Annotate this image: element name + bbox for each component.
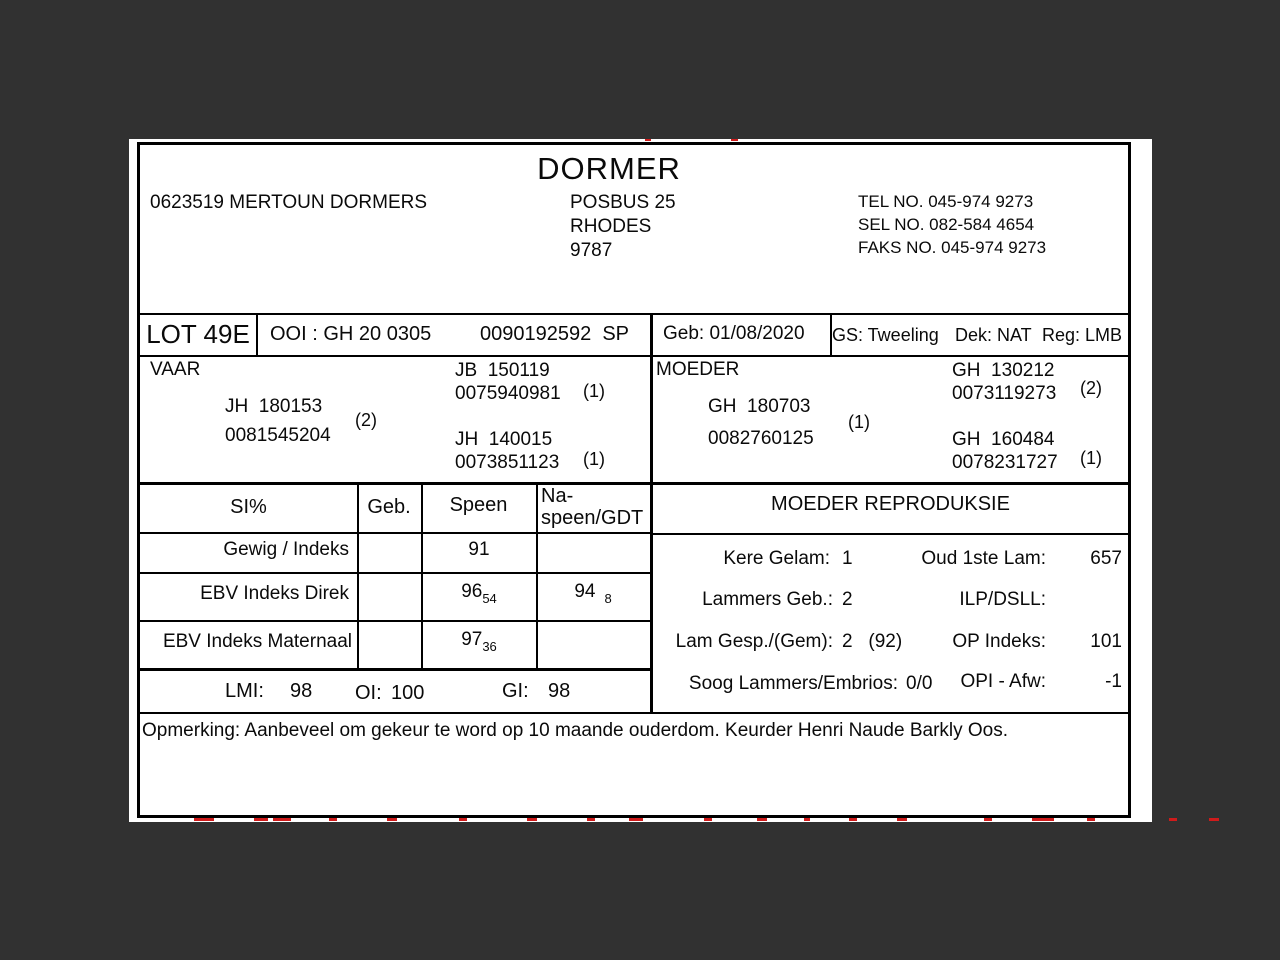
red-text-fragment: [459, 818, 467, 821]
repro-label-soog-lammers: Soog Lammers/Embrios:: [688, 673, 898, 694]
repro-label-opi-afw: OPI - Afw:: [960, 671, 1046, 692]
repro-value-lammers-geb: 2: [842, 589, 853, 610]
phone-tel: TEL NO. 045-974 9273: [858, 192, 1034, 211]
mating-type: Dek: NAT: [955, 325, 1032, 345]
red-text-fragment: [804, 818, 810, 821]
gi-label: GI:: [502, 680, 529, 702]
dam-grandparent1-count: (2): [1080, 378, 1102, 398]
red-text-fragment: [1087, 818, 1095, 821]
accuracy-subscript: 36: [482, 639, 497, 654]
si-header-naspeen: Na-speen/GDT: [541, 485, 644, 530]
si-header-si: SI%: [230, 496, 267, 518]
breeder-line: [150, 193, 427, 214]
red-text-fragment: [587, 818, 595, 821]
repro-value-op-indeks: 101: [1090, 631, 1122, 652]
repro-value-kere-gelam: 1: [842, 548, 853, 569]
breeder-number: 0623519: [150, 192, 224, 213]
dam-grandparent1-name: GH 130212: [952, 360, 1055, 381]
red-text-fragment: [387, 818, 397, 821]
divider: [140, 712, 1128, 714]
address-line-1: POSBUS 25: [570, 192, 676, 213]
dam-grandparent2-count: (1): [1080, 448, 1102, 468]
card-border-frame: [137, 142, 1131, 818]
repro-label-lam-gesp: Lam Gesp./(Gem):: [675, 631, 833, 652]
sire-grandparent2-reg: 0073851123: [455, 452, 560, 473]
ooi-registration: 0090192592 SP: [480, 323, 630, 345]
sire-grandparent1-name: JB 150119: [455, 360, 550, 381]
sire-grandparent2-count: (1): [583, 449, 605, 469]
address-line-2: RHODES: [570, 216, 652, 237]
repro-label-lammers-geb: Lammers Geb.:: [702, 589, 833, 610]
remark-text: Opmerking: Aanbeveel om gekeur te word op 10 maande ouderdom. Keurder Henri Naude Barkly Oos.: [142, 720, 1009, 741]
sire-grandparent1-count: (1): [583, 381, 605, 401]
ooi-id: OOI : GH 20 0305: [270, 323, 432, 345]
repro-label-kere-gelam: Kere Gelam:: [723, 548, 830, 569]
registration-type: Reg: LMB: [1042, 325, 1123, 345]
sire-grandparent2-name: JH 140015: [455, 429, 553, 450]
divider: [140, 313, 1128, 315]
repro-label-ilp-dsll: ILP/DSLL:: [959, 589, 1046, 610]
si-value-direk-speen: $96_{54}$: [461, 581, 497, 606]
dam-name: GH 180703: [708, 396, 811, 417]
lmi-label: LMI:: [225, 680, 264, 702]
red-text-fragment: [704, 818, 712, 821]
dam-grandparent2-name: GH 160484: [952, 429, 1055, 450]
red-text-fragment: [1169, 818, 1177, 821]
si-header-speen: Speen: [449, 494, 508, 516]
si-header-geb: Geb.: [367, 496, 411, 518]
divider: [140, 572, 650, 574]
dam-grandparent2-reg: 0078231727: [952, 452, 1058, 473]
repro-value-opi-afw: -1: [1105, 671, 1122, 692]
lmi-value: 98: [290, 680, 313, 702]
divider: [140, 620, 650, 622]
breed-title: DORMER: [537, 151, 681, 186]
si-row-label: Gewig / Indeks: [223, 539, 349, 560]
oi-label: OI:: [355, 682, 382, 704]
dam-section-label: MOEDER: [656, 359, 740, 380]
red-text-fragment: [629, 818, 643, 821]
lot-number: LOT 49E: [146, 319, 250, 349]
repro-value-lam-gesp: 2 (92): [842, 631, 903, 652]
sire-reg-no: 0081545204: [225, 425, 331, 446]
divider: [140, 355, 1128, 357]
red-text-fragment: [527, 818, 537, 821]
address-line-3: 9787: [570, 240, 613, 261]
accuracy-subscript: 8: [604, 591, 612, 606]
repro-label-op-indeks: OP Indeks:: [952, 631, 1046, 652]
birth-status: GS: Tweeling: [832, 325, 939, 345]
birth-date: Geb: 01/08/2020: [663, 323, 805, 344]
sire-name: JH 180153: [225, 396, 323, 417]
dam-count: (1): [848, 412, 870, 432]
red-text-fragment: [731, 139, 738, 141]
phone-sel: SEL NO. 082-584 4654: [858, 215, 1035, 234]
si-row-label: EBV Indeks Direk: [200, 583, 349, 604]
repro-value-oud-1ste-lam: 657: [1090, 548, 1122, 569]
red-text-fragment: [254, 818, 268, 821]
red-text-fragment: [329, 818, 337, 821]
dam-grandparent1-reg: 0073119273: [952, 383, 1057, 404]
red-text-fragment: [1209, 818, 1219, 821]
si-row-label: EBV Indeks Maternaal: [162, 631, 352, 652]
red-text-fragment: [849, 818, 857, 821]
red-text-fragment: [273, 818, 291, 821]
si-value-direk-naspeen: 94 $_8$: [574, 581, 612, 606]
sire-grandparent1-reg: 0075940981: [455, 383, 561, 404]
oi-value: 100: [391, 682, 425, 704]
repro-label-oud-1ste-lam: Oud 1ste Lam:: [921, 548, 1046, 569]
catalog-card: [129, 139, 1152, 822]
sire-section-label: VAAR: [150, 359, 201, 380]
red-text-fragment: [645, 139, 651, 141]
divider: [140, 532, 650, 534]
divider: [256, 313, 258, 357]
red-text-fragment: [897, 818, 907, 821]
red-text-fragment: [194, 818, 214, 821]
breeder-name: MERTOUN DORMERS: [229, 192, 428, 213]
si-value-gewig-speen: 91: [468, 539, 490, 560]
phone-faks: FAKS NO. 045-974 9273: [858, 238, 1047, 257]
repro-value-soog-lammers: 0/0: [906, 673, 933, 694]
accuracy-subscript: 54: [482, 591, 497, 606]
divider: [140, 668, 653, 671]
red-text-fragment: [984, 818, 992, 821]
si-value-maternaal-speen: $97_{36}$: [461, 629, 497, 654]
gi-value: 98: [548, 680, 571, 702]
divider: [650, 533, 1128, 535]
dam-reg-no: 0082760125: [708, 428, 814, 449]
red-text-fragment: [1032, 818, 1054, 821]
divider: [536, 482, 538, 670]
red-text-fragment: [757, 818, 767, 821]
sire-count: (2): [355, 410, 377, 430]
dam-reproduction-title: MOEDER REPRODUKSIE: [771, 493, 1010, 515]
